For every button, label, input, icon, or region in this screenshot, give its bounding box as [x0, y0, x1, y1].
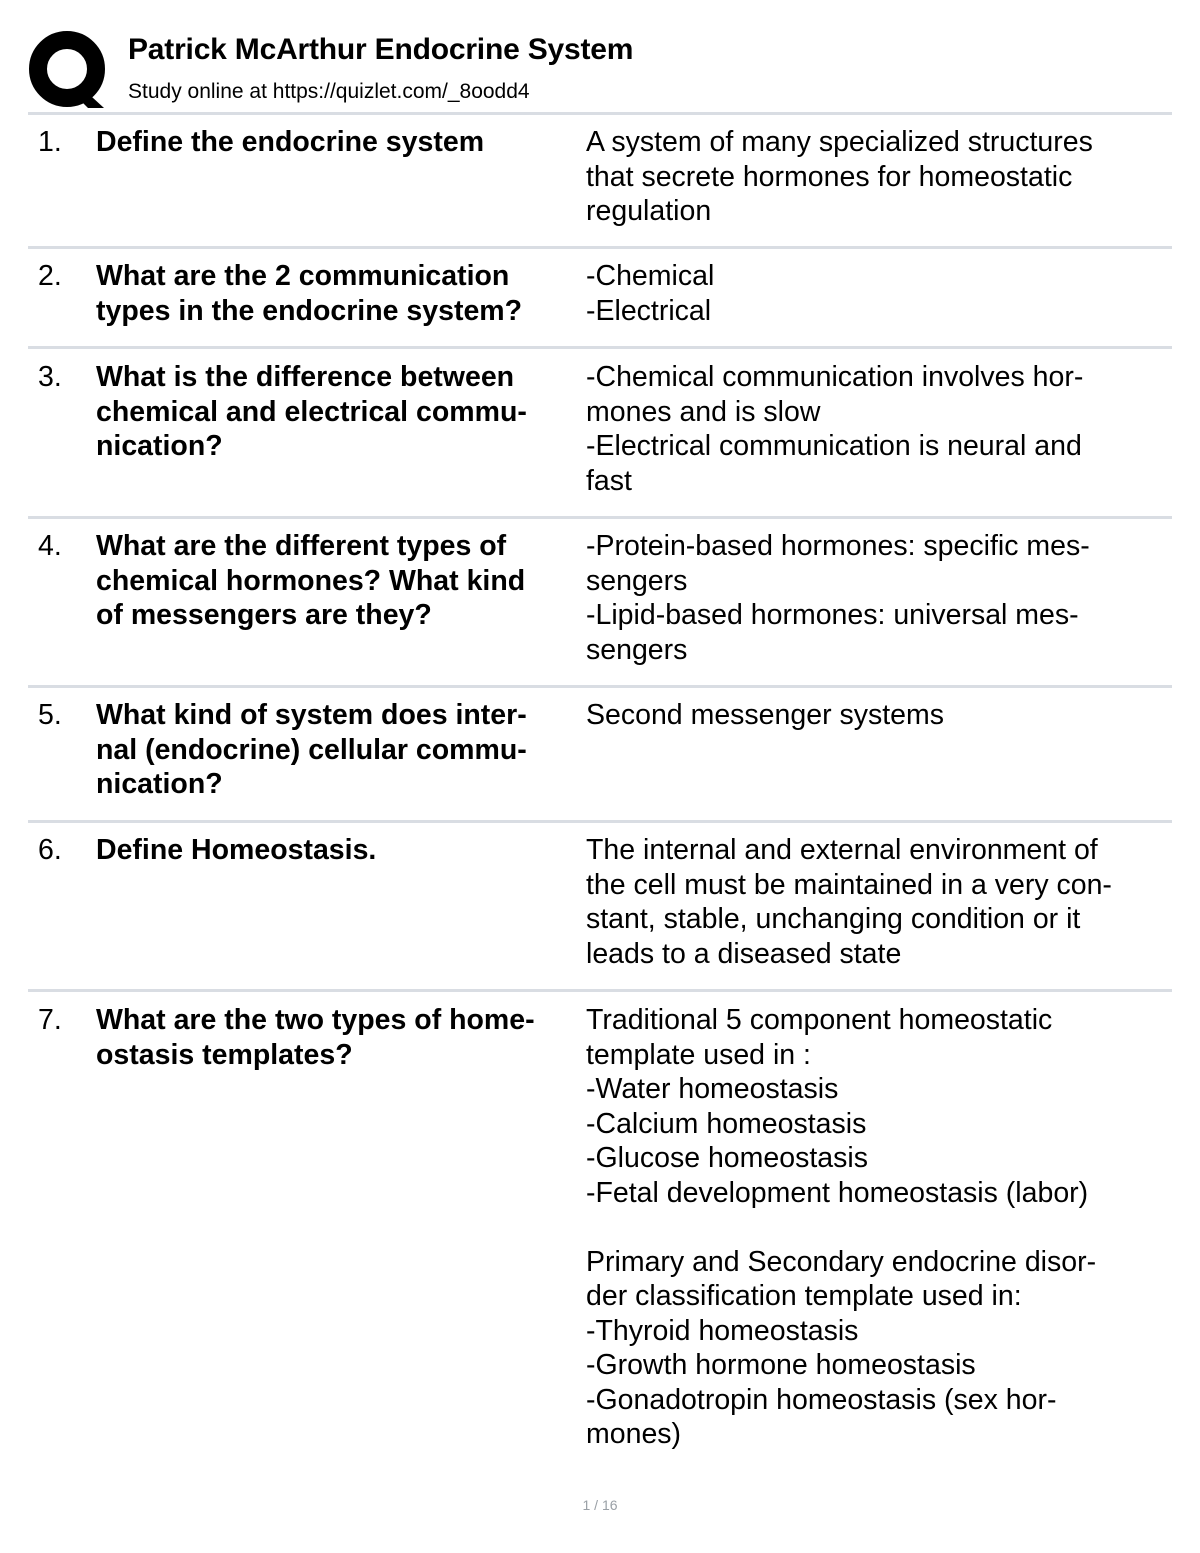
card-definition: -Chemical -Electrical: [586, 260, 715, 327]
card-definition: Traditional 5 component homeostatic template used in : -Water homeostasis -Calcium homeostasis -Glucose homeostasis -Fetal development homeostasis (labor) Primary and Secondary endocrine disor- der classification template used in: -Thyroid homeostasis -Growth hormone homeostasis -Gonadotropin homeostasis (sex hor- mones): [586, 1004, 1097, 1450]
divider: [28, 516, 1172, 519]
card-term: What are the different types of chemical hormones? What kind of messengers are they?: [96, 530, 526, 631]
card-number: 2.: [38, 260, 62, 292]
divider: [28, 685, 1172, 688]
card-term: Define Homeostasis.: [96, 834, 377, 866]
card-definition: Second messenger systems: [586, 699, 944, 731]
card-term: Define the endocrine system: [96, 126, 485, 158]
card-number: 6.: [38, 834, 62, 866]
study-link[interactable]: Study online at https://quizlet.com/_8oodd4: [128, 80, 530, 103]
card-term: What are the 2 communication types in the endocrine system?: [96, 260, 523, 327]
card-term: What kind of system does inter- nal (endocrine) cellular commu- nication?: [96, 699, 527, 800]
card-definition: A system of many specialized structures that secrete hormones for homeostatic regulation: [586, 126, 1093, 227]
card-number: 1.: [38, 126, 62, 158]
card-term: What is the difference between chemical and electrical commu- nication?: [96, 361, 527, 462]
card-definition: The internal and external environment of the cell must be maintained in a very con- stant, stable, unchanging condition or it leads to a diseased state: [586, 834, 1112, 970]
quizlet-logo-icon: [28, 30, 108, 110]
divider: [28, 820, 1172, 823]
divider: [28, 246, 1172, 249]
card-number: 5.: [38, 699, 62, 731]
card-number: 3.: [38, 361, 62, 393]
card-definition: -Chemical communication involves hor- mones and is slow -Electrical communication is neural and fast: [586, 361, 1084, 497]
page-title: Patrick McArthur Endocrine System: [128, 33, 634, 66]
page-indicator: 1 / 16: [582, 1497, 618, 1513]
card-term: What are the two types of home- ostasis templates?: [96, 1004, 535, 1071]
divider: [28, 346, 1172, 349]
card-number: 4.: [38, 530, 62, 562]
card-number: 7.: [38, 1004, 62, 1036]
divider: [28, 112, 1172, 115]
divider: [28, 989, 1172, 992]
card-definition: -Protein-based hormones: specific mes- sengers -Lipid-based hormones: universal mes- sengers: [586, 530, 1090, 666]
